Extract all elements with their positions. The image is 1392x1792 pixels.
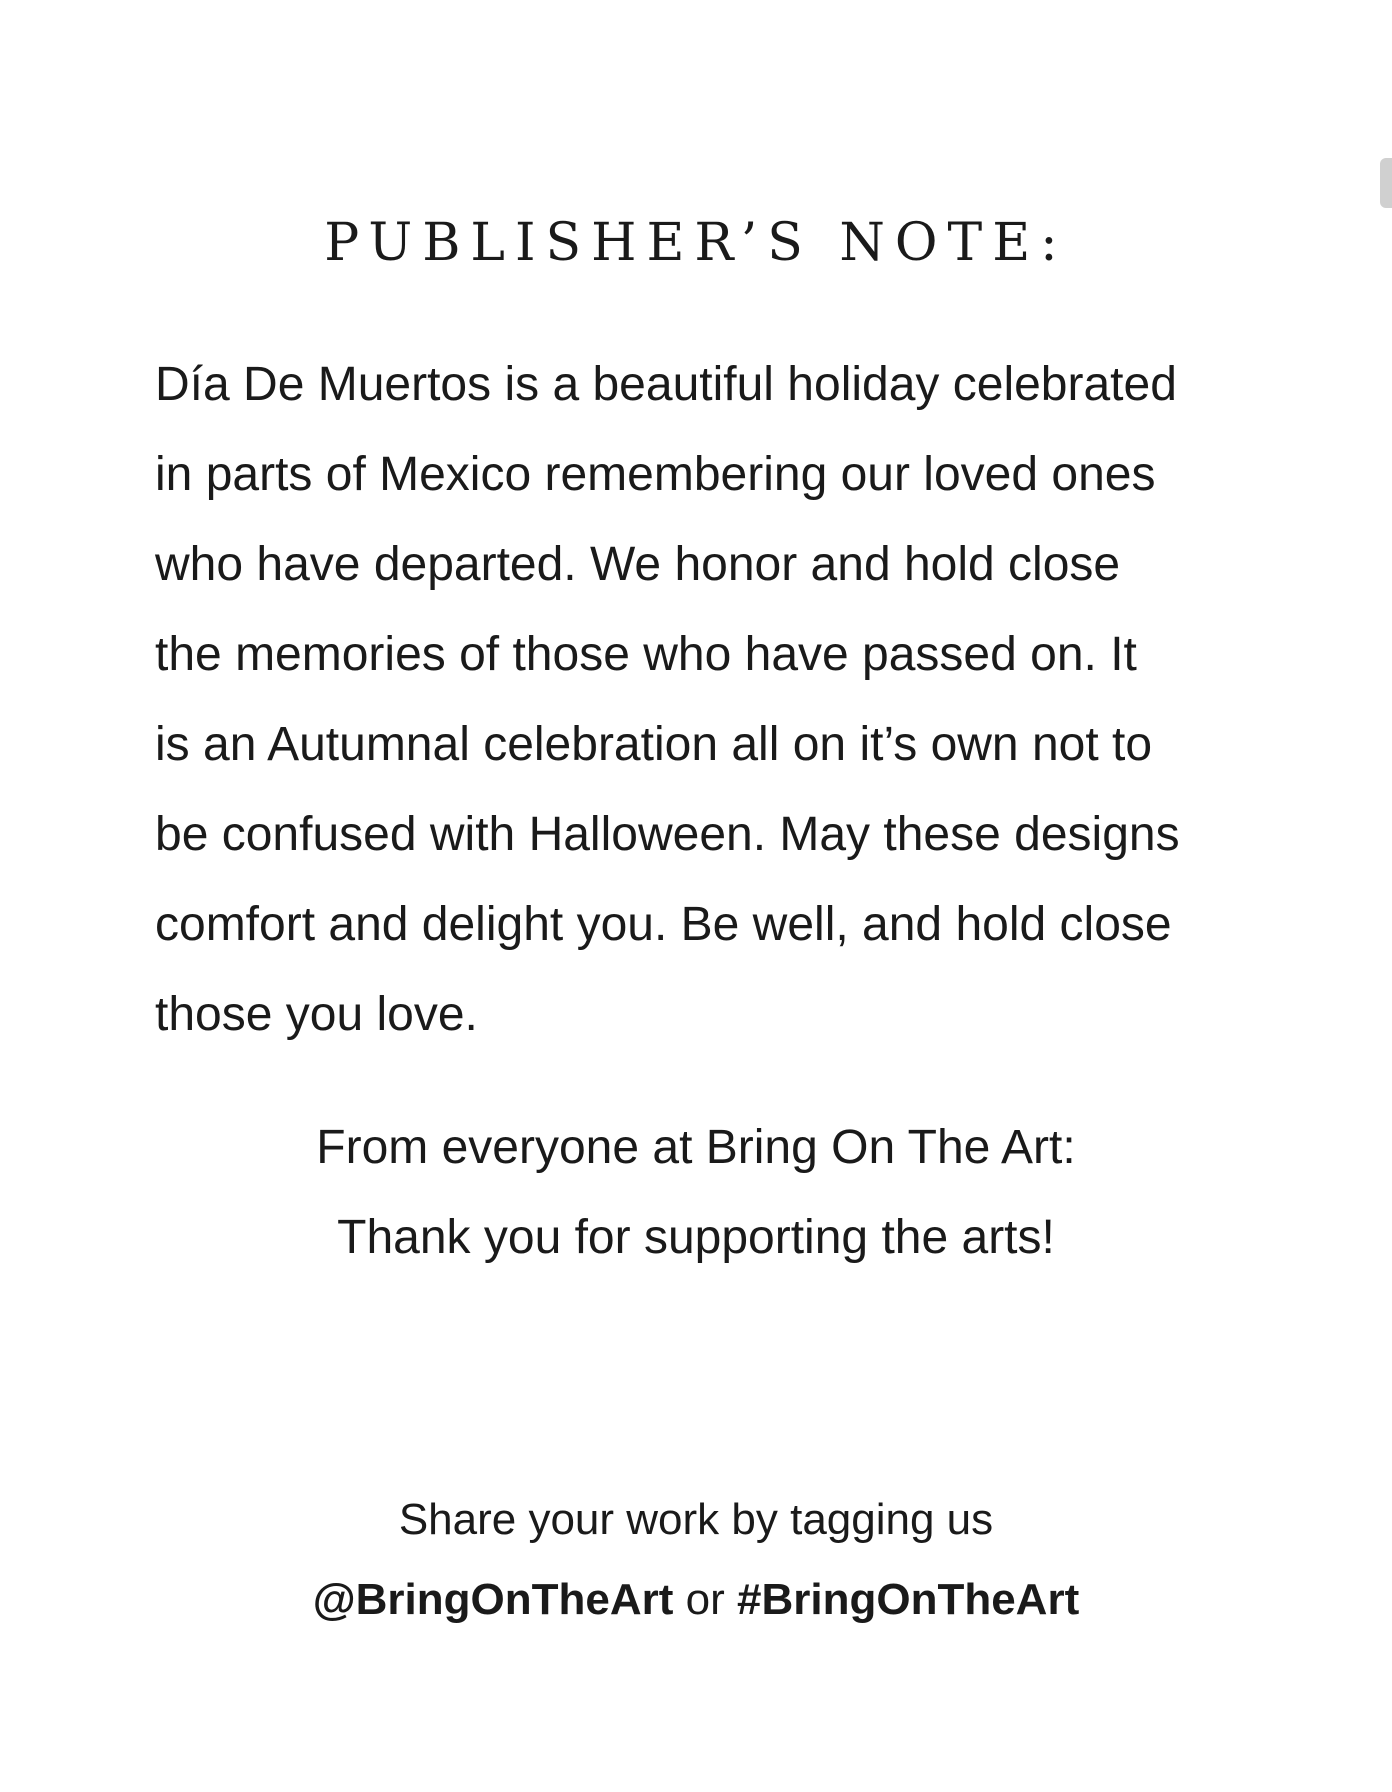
thanks-line-from: From everyone at Bring On The Art: [316, 1121, 1076, 1174]
note-body-line: is an Autumnal celebration all on it’s own not to [155, 718, 1153, 771]
hashtag: #BringOnTheArt [737, 1575, 1080, 1624]
note-body-line: comfort and delight you. Be well, and hold close [155, 898, 1172, 951]
share-prompt: Share your work by tagging us [398, 1495, 994, 1544]
share-tags [0, 1560, 1392, 1640]
note-body-line: Día De Muertos is a beautiful holiday celebrated [155, 358, 1177, 411]
note-body-line: who have departed. We honor and hold close [155, 538, 1121, 591]
note-body [155, 340, 1240, 1060]
share-connector: or [673, 1575, 737, 1624]
page-title: PUBLISHER’S NOTE: [324, 213, 1068, 273]
note-body-line: in parts of Mexico remembering our loved ones [155, 448, 1156, 501]
note-body-line: be confused with Halloween. May these designs [155, 808, 1180, 861]
scrollbar-thumb[interactable] [1380, 158, 1392, 208]
thanks-message [0, 1103, 1392, 1283]
instagram-handle: @BringOnTheArt [312, 1575, 674, 1624]
share-section [0, 1480, 1392, 1640]
thanks-line-support: Thank you for supporting the arts! [337, 1211, 1055, 1264]
note-body-line: those you love. [155, 988, 478, 1041]
note-body-line: the memories of those who have passed on. It [155, 628, 1137, 681]
